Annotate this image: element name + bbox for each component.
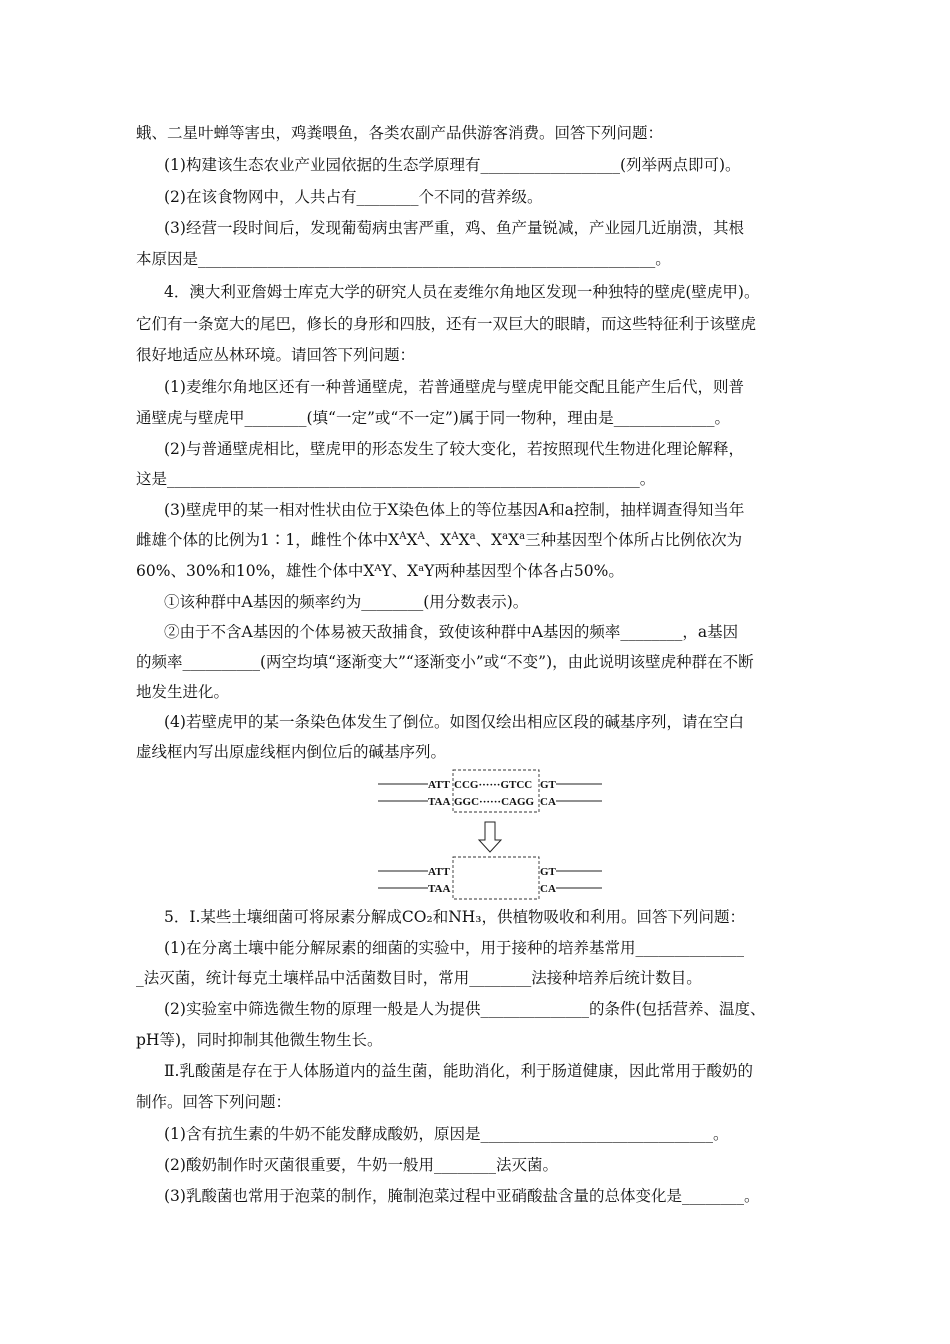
dna-inversion-diagram xyxy=(370,764,620,904)
top-left-seq: ATT xyxy=(428,779,450,791)
text-line: 制作。回答下列问题： xyxy=(136,1093,292,1111)
question-1-3: (3)经营一段时间后，发现葡萄病虫害严重，鸡、鱼产量锐减，产业园几近崩溃，其根 xyxy=(164,219,744,237)
text-line: 蛾、二星叶蝉等害虫，鸡粪喂鱼，各类农副产品供游客消费。回答下列问题： xyxy=(136,124,664,142)
bottom-box-seq: GGC······CAGG xyxy=(454,796,535,808)
after-bottom-right-seq: CA xyxy=(540,883,556,895)
question-4-3: (3)壁虎甲的某一相对性状由位于X染色体上的等位基因A和a控制，抽样调查得知当年 xyxy=(164,501,745,519)
text-line: 它们有一条宽大的尾巴，修长的身形和四肢，还有一双巨大的眼睛，而这些特征利于该壁虎 xyxy=(136,315,757,333)
after-top-left-seq: ATT xyxy=(428,866,450,878)
text-line: 这是_____________________________________________________________。 xyxy=(136,470,656,488)
top-box-seq: CCG······GTCC xyxy=(454,779,533,791)
text-line: 通壁虎与壁虎甲________(填“一定”或“不一定”)属于同一物种，理由是_____________。 xyxy=(136,409,731,427)
question-4-3-2: ②由于不含A基因的个体易被天敌捕食，致使该种群中A基因的频率________，a基因 xyxy=(164,623,739,641)
question-5-ii-3: (3)乳酸菌也常用于泡菜的制作，腌制泡菜过程中亚硝酸盐含量的总体变化是________。 xyxy=(164,1187,760,1205)
question-5-2: (2)实验室中筛选微生物的原理一般是人为提供______________的条件(包括营养、温度、 xyxy=(164,1000,766,1018)
question-5-title: 5．Ⅰ.某些土壤细菌可将尿素分解成CO₂和NH₃，供植物吸收和利用。回答下列问题： xyxy=(164,908,745,926)
after-top-right-seq: GT xyxy=(540,866,556,878)
ratio-line: 雌雄个体的比例为1∶1，雌性个体中$X^AX^A$、$X^AX^a$、$X^aX^a$三种基因型个体所占比例依次为 xyxy=(136,530,743,549)
text-line: 60%、30%和10%，雄性个体中XᴬY、XᵃY两种基因型个体各占50%。 xyxy=(136,562,624,580)
bottom-right-seq: CA xyxy=(540,796,556,808)
question-5-1: (1)在分离土壤中能分解尿素的细菌的实验中，用于接种的培养基常用______________ xyxy=(164,939,744,957)
text-line: 的频率__________(两空均填“逐渐变大”“逐渐变小”或“不变”)，由此说明该壁虎种群在不断 xyxy=(136,653,754,671)
question-1-2: (2)在该食物网中，人共占有________个不同的营养级。 xyxy=(164,188,543,206)
question-5-ii-title: Ⅱ.乳酸菌是存在于人体肠道内的益生菌，能助消化，利于肠道健康，因此常用于酸奶的 xyxy=(164,1062,753,1080)
blank-answer-box xyxy=(453,857,539,899)
text-line: 地发生进化。 xyxy=(136,683,230,701)
question-4-2: (2)与普通壁虎相比，壁虎甲的形态发生了较大变化，若按照现代生物进化理论解释， xyxy=(164,440,744,458)
text-line: 很好地适应丛林环境。请回答下列问题： xyxy=(136,346,416,364)
text-line: pH等)，同时抑制其他微生物生长。 xyxy=(136,1031,383,1049)
question-1-1: (1)构建该生态农业产业园依据的生态学原理有__________________(列举两点即可)。 xyxy=(164,156,741,174)
question-4-title: 4．澳大利亚詹姆士库克大学的研究人员在麦维尔角地区发现一种独特的壁虎(壁虎甲)。 xyxy=(164,283,760,301)
question-5-ii-2: (2)酸奶制作时灭菌很重要，牛奶一般用________法灭菌。 xyxy=(164,1156,558,1174)
after-bottom-left-seq: TAA xyxy=(428,883,451,895)
question-4-4: (4)若壁虎甲的某一条染色体发生了倒位。如图仅绘出相应区段的碱基序列，请在空白 xyxy=(164,713,744,731)
question-4-1: (1)麦维尔角地区还有一种普通壁虎，若普通壁虎与壁虎甲能交配且能产生后代，则普 xyxy=(164,378,744,396)
down-arrow-icon xyxy=(479,822,501,852)
question-5-ii-1: (1)含有抗生素的牛奶不能发酵成酸奶，原因是______________________________。 xyxy=(164,1125,729,1143)
bottom-left-seq: TAA xyxy=(428,796,451,808)
text-line: 虚线框内写出原虚线框内倒位后的碱基序列。 xyxy=(136,743,447,761)
text-line: 本原因是___________________________________________________________。 xyxy=(136,250,671,268)
question-4-3-1: ①该种群中A基因的频率约为________(用分数表示)。 xyxy=(164,593,529,611)
top-right-seq: GT xyxy=(540,779,556,791)
text-line: _法灭菌，统计每克土壤样品中活菌数目时，常用________法接种培养后统计数目。 xyxy=(136,969,702,987)
